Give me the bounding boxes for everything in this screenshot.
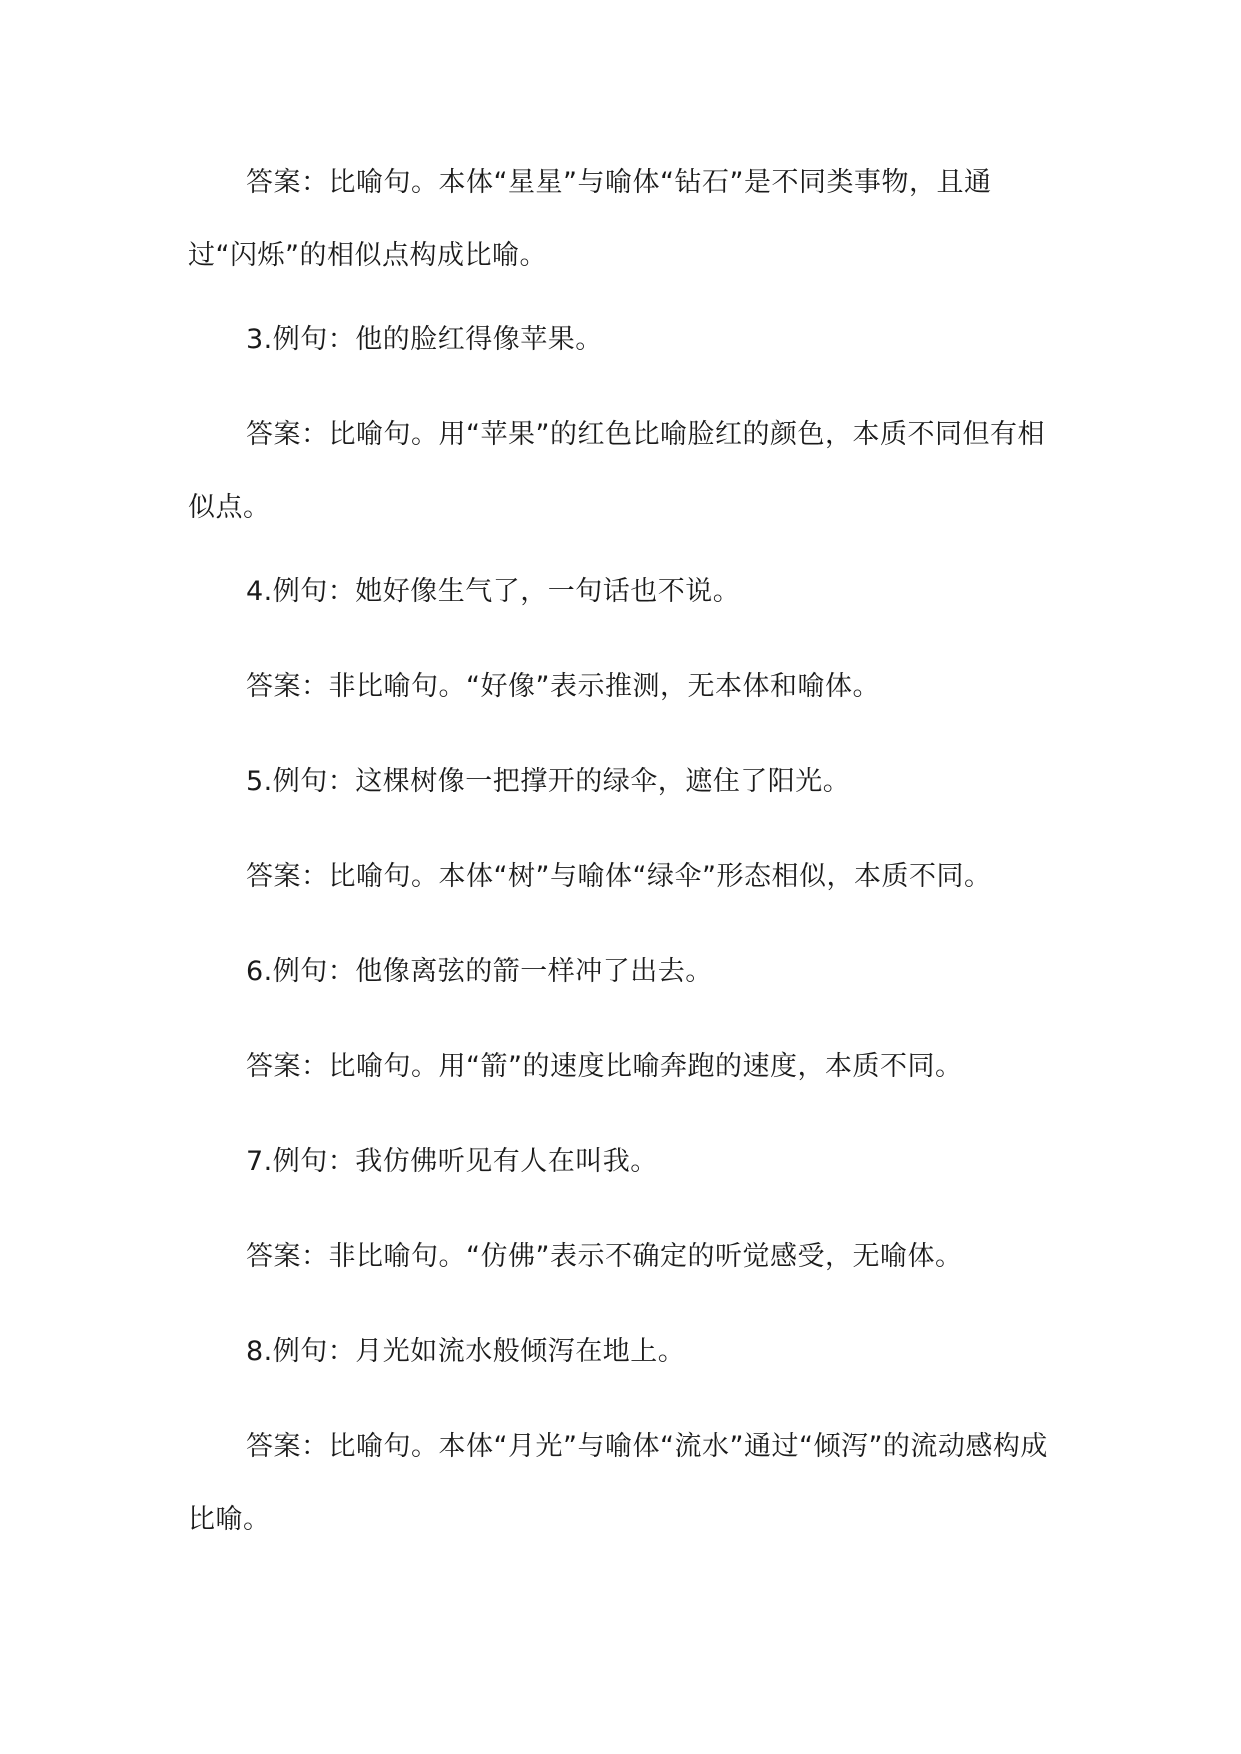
- answer-paragraph-3: 答案：比喻句。用“苹果”的红色比喻脸红的颜色，本质不同但有相似点。: [188, 419, 1045, 523]
- answer-paragraph-5: 答案：比喻句。本体“树”与喻体“绿伞”形态相似，本质不同。: [246, 861, 992, 892]
- example-sentence-8: 8.例句：月光如流水般倾泻在地上。: [246, 1336, 686, 1367]
- example-sentence-3: 3.例句：他的脸红得像苹果。: [246, 324, 603, 355]
- example-sentence-5: 5.例句：这棵树像一把撑开的绿伞，遮住了阳光。: [246, 766, 851, 797]
- example-sentence-6: 6.例句：他像离弦的箭一样冲了出去。: [246, 956, 713, 987]
- answer-paragraph-4: 答案：非比喻句。“好像”表示推测，无本体和喻体。: [246, 671, 880, 702]
- answer-paragraph-2: 答案：比喻句。本体“星星”与喻体“钻石”是不同类事物，且通过“闪烁”的相似点构成比喻。: [188, 167, 992, 271]
- example-sentence-4: 4.例句：她好像生气了，一句话也不说。: [246, 576, 741, 607]
- answer-paragraph-7: 答案：非比喻句。“仿佛”表示不确定的听觉感受，无喻体。: [246, 1241, 963, 1272]
- answer-paragraph-8: 答案：比喻句。本体“月光”与喻体“流水”通过“倾泻”的流动感构成比喻。: [188, 1431, 1048, 1535]
- example-sentence-7: 7.例句：我仿佛听见有人在叫我。: [246, 1146, 658, 1177]
- answer-paragraph-6: 答案：比喻句。用“箭”的速度比喻奔跑的速度，本质不同。: [246, 1051, 963, 1082]
